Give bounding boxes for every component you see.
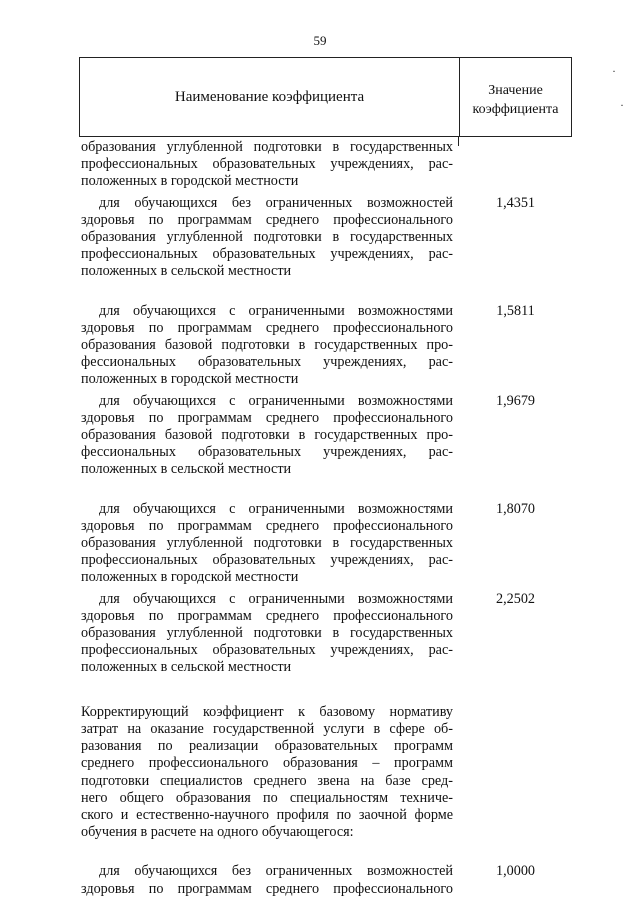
text-line: положенных в сельской местности [81,461,292,478]
row-gap [81,479,640,501]
text-line: для обучающихся без ограниченных возможностей [99,194,453,211]
table-row [81,139,640,191]
row-value: 1,0000 [495,863,535,880]
table-row [81,195,640,281]
text-line: здоровья по программам среднего профессионального [81,517,453,534]
text-line: для обучающихся без ограниченных возможностей [99,863,453,880]
text-line: разования по реализации образовательных программ [81,738,453,755]
text-line: здоровья по программам среднего профессионального [81,607,453,624]
text-line: профессиональных образовательных учреждениях, рас- [81,552,453,569]
text-line: Корректирующий коэффициент к базовому нормативу [81,703,453,720]
row-description [81,195,453,281]
coefficient-table-body [81,139,640,898]
text-line: подготовки специалистов среднего звена на базе сред- [81,772,453,789]
row-gap [81,281,640,303]
row-value: 1,8070 [495,500,535,517]
row-description [81,591,453,677]
page-number: 59 [313,33,327,48]
text-line: положенных в городской местности [81,569,299,586]
row-value: 1,9679 [495,392,535,409]
text-line: профессиональных образовательных учреждениях, рас- [81,156,453,173]
text-line: образования углубленной подготовки в государственных [81,229,453,246]
row-description [81,863,453,897]
header-value-line2: коэффициента [472,102,559,117]
text-line: среднего профессионального образования – программ [81,755,453,772]
text-line: обучения в расчете на одного обучающегося: [81,824,354,841]
header-value-column [460,58,571,136]
table-row [81,393,640,479]
table-row [81,303,640,389]
text-line: профессиональных образовательных учреждениях, рас- [81,642,453,659]
text-line: здоровья по программам среднего профессионального [81,409,453,426]
header-value-line1: Значение [488,83,543,98]
table-row [81,591,640,677]
text-line: затрат на оказание государственной услуги в сфере об- [81,720,453,737]
row-value: 1,5811 [496,302,535,319]
text-line: профессиональных образовательных учреждениях, рас- [81,246,453,263]
text-line: фессиональных образовательных учреждениях, рас- [81,354,453,371]
table-row [81,863,640,897]
text-line: положенных в городской местности [81,173,299,190]
row-description [81,501,453,587]
text-line: для обучающихся с ограниченными возможностями [99,392,453,409]
text-line: образования углубленной подготовки в государственных [81,535,453,552]
row-value: 1,4351 [495,194,535,211]
row-value [453,139,570,191]
text-line: образования углубленной подготовки в государственных [81,625,453,642]
text-line: фессиональных образовательных учреждениях, рас- [81,444,453,461]
row-gap [81,841,640,863]
scan-artifact: · [612,64,616,78]
row-gap [81,677,640,704]
row-value: 2,2502 [495,590,535,607]
table-row [81,704,640,842]
table-row [81,501,640,587]
text-line: здоровья по программам среднего профессионального [81,880,453,897]
scan-artifact: · [620,98,624,112]
text-line: образования базовой подготовки в государственных про- [81,427,453,444]
table-header [79,57,572,137]
row-description [81,704,453,842]
text-line: положенных в сельской местности [81,659,292,676]
text-line: положенных в городской местности [81,371,299,388]
row-description [81,139,453,191]
text-line: для обучающихся с ограниченными возможностями [99,500,453,517]
text-line: образования углубленной подготовки в государственных [81,139,453,155]
text-line: для обучающихся с ограниченными возможностями [99,302,453,319]
text-line: него общего образования по специальностям техниче- [81,789,453,806]
row-description [81,303,453,389]
row-description [81,393,453,479]
text-line: здоровья по программам среднего профессионального [81,211,453,228]
text-line: здоровья по программам среднего профессионального [81,319,453,336]
header-name-column: Наименование коэффициента [80,58,460,136]
row-value [453,704,570,842]
text-line: образования базовой подготовки в государственных про- [81,337,453,354]
text-line: ского и естественно-научного профиля по заочной форме [81,806,453,823]
text-line: для обучающихся с ограниченными возможностями [99,590,453,607]
text-line: положенных в сельской местности [81,263,292,280]
